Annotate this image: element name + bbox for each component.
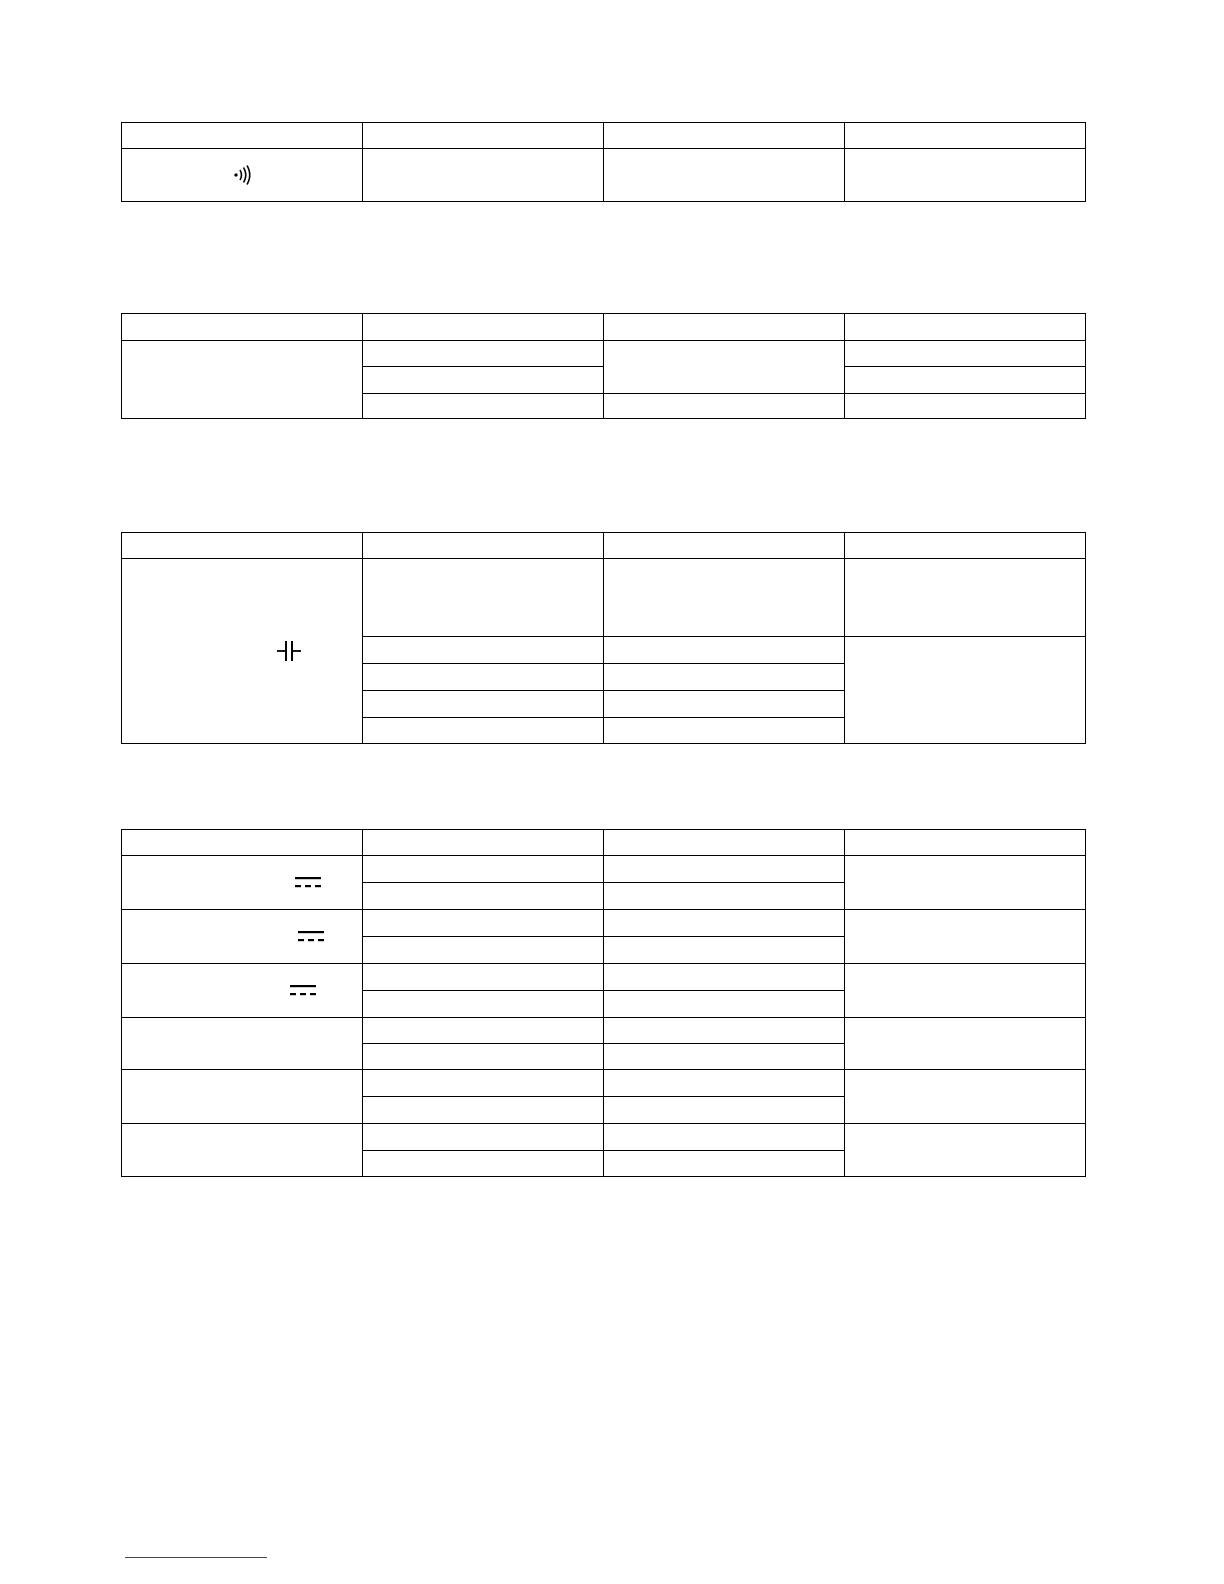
header-cell (604, 314, 845, 341)
table-cell (845, 1124, 1086, 1177)
table-cell (604, 1044, 845, 1070)
table-cell (604, 149, 845, 202)
function-cell (122, 341, 363, 419)
function-cell (122, 1070, 363, 1124)
table-cell (845, 637, 1086, 744)
table-cell (363, 964, 604, 991)
table-cell (845, 964, 1086, 1018)
table-cell (604, 1070, 845, 1097)
table-cell (363, 691, 604, 718)
table-cell (845, 1070, 1086, 1124)
table-cell (363, 1018, 604, 1044)
table-cell (363, 856, 604, 883)
function-cell (122, 964, 363, 1018)
header-cell (122, 314, 363, 341)
table-cell (604, 991, 845, 1018)
table-cell (845, 149, 1086, 202)
table-cell (363, 1124, 604, 1151)
table-cell (604, 1097, 845, 1124)
table-row (122, 1070, 1086, 1097)
table-cell (604, 856, 845, 883)
table-cell (604, 937, 845, 964)
table-row (122, 341, 1086, 367)
header-cell (845, 830, 1086, 856)
header-cell (363, 314, 604, 341)
table-header-row (122, 830, 1086, 856)
table-cell (363, 1151, 604, 1177)
table-header-row (122, 533, 1086, 559)
table-cell (363, 394, 604, 419)
table-cell (604, 691, 845, 718)
header-cell (604, 830, 845, 856)
header-cell (363, 533, 604, 559)
dc-symbol-icon (298, 930, 324, 944)
table-cell (845, 367, 1086, 394)
table-row (122, 1124, 1086, 1151)
header-cell (122, 123, 363, 149)
table-cell (845, 559, 1086, 637)
header-cell (122, 533, 363, 559)
table-cell (363, 910, 604, 937)
function-cell (122, 1018, 363, 1070)
table-cell (363, 1097, 604, 1124)
dc-symbol-icon (295, 876, 321, 890)
header-cell (845, 123, 1086, 149)
table-cell (604, 341, 845, 394)
capacitor-icon (277, 640, 301, 662)
table-row (122, 149, 1086, 202)
table-cell (363, 883, 604, 910)
function-cell (122, 149, 363, 202)
table-cell (363, 991, 604, 1018)
header-cell (604, 533, 845, 559)
function-cell (122, 910, 363, 964)
fourth-table (121, 829, 1086, 1177)
table-row (122, 964, 1086, 991)
table-cell (604, 1151, 845, 1177)
table-cell (363, 341, 604, 367)
table-cell (845, 1018, 1086, 1070)
dc-symbol-icon (290, 984, 316, 998)
table-cell (845, 341, 1086, 367)
table-cell (604, 1018, 845, 1044)
table-cell (604, 910, 845, 937)
table-cell (604, 964, 845, 991)
table-row (122, 910, 1086, 937)
header-cell (122, 830, 363, 856)
table-cell (604, 394, 845, 419)
function-cell (122, 1124, 363, 1177)
table-cell (604, 1124, 845, 1151)
function-cell (122, 856, 363, 910)
table-cell (604, 559, 845, 637)
table-cell (363, 937, 604, 964)
table-cell (845, 394, 1086, 419)
table-cell (363, 664, 604, 691)
header-cell (363, 830, 604, 856)
table-cell (604, 718, 845, 744)
table-row (122, 1018, 1086, 1044)
table-cell (604, 883, 845, 910)
table-cell (363, 367, 604, 394)
header-cell (363, 123, 604, 149)
table-cell (363, 1070, 604, 1097)
header-cell (845, 314, 1086, 341)
table-cell (363, 637, 604, 664)
table-cell (604, 664, 845, 691)
header-cell (604, 123, 845, 149)
table-cell (363, 149, 604, 202)
table-header-row (122, 314, 1086, 341)
second-table (121, 313, 1086, 419)
table-cell (363, 559, 604, 637)
function-cell (122, 559, 363, 744)
continuity-beeper-icon (233, 164, 253, 186)
table-header-row (122, 123, 1086, 149)
table-cell (845, 910, 1086, 964)
table-cell (604, 637, 845, 664)
table-row (122, 856, 1086, 883)
capacitance-table (121, 532, 1086, 744)
table-cell (845, 856, 1086, 910)
table-row (122, 559, 1086, 637)
header-cell (845, 533, 1086, 559)
footnote-separator-line (125, 1557, 267, 1558)
table-cell (363, 1044, 604, 1070)
table-cell (363, 718, 604, 744)
continuity-table (121, 122, 1086, 202)
